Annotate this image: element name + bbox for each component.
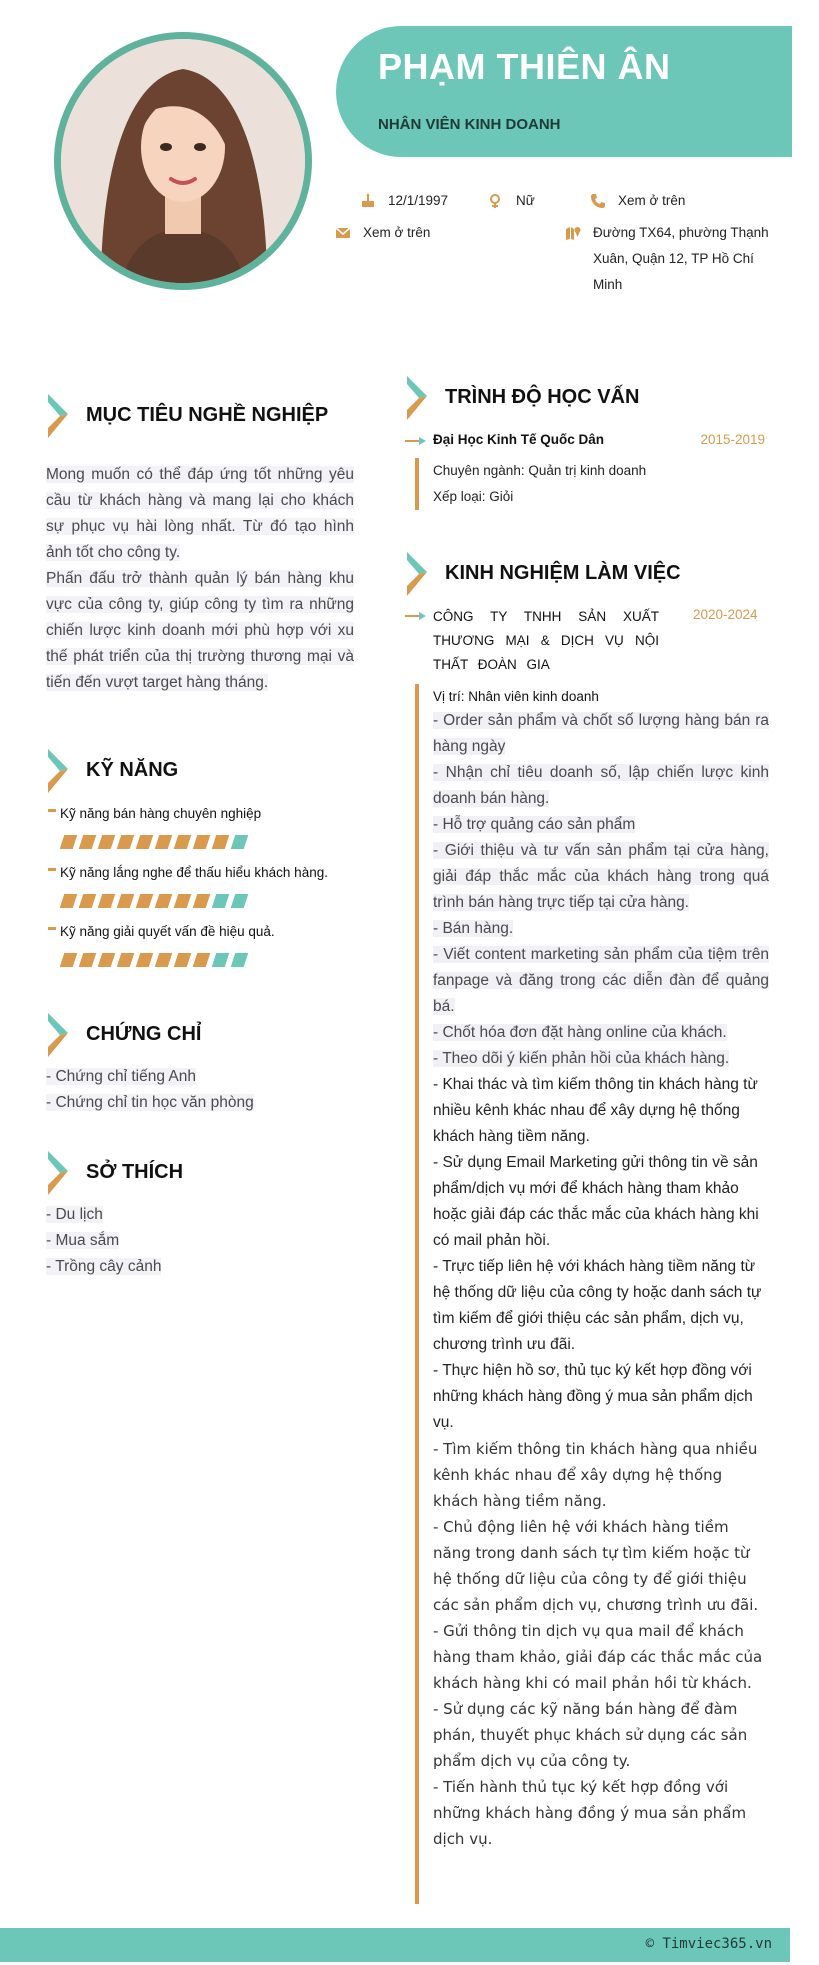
skill-name: Kỹ năng bán hàng chuyên nghiệp — [46, 806, 366, 821]
duty-item: - Sử dụng các kỹ năng bán hàng để đàm phán, thuyết phục khách sử dụng các sản phẩm dịch vụ của công ty. — [433, 1700, 748, 1770]
skill-item — [46, 865, 366, 908]
education-details — [433, 458, 753, 510]
skill-level-filled — [136, 953, 154, 967]
skill-level-empty — [212, 953, 230, 967]
objective-paragraph-2: Phấn đấu trở thành quản lý bán hàng khu vực của công ty, giúp công ty tìm ra những chiến lược kinh doanh mới phù hợp với xu thế phát triển của thị trường thương mại và tiến đến vượt target hàng tháng. — [46, 570, 354, 691]
duty-item: - Bán hàng. — [433, 920, 514, 937]
experience-position: Vị trí: Nhân viên kinh doanh — [433, 689, 599, 704]
company-name: CÔNG TY TNHH SẢN XUẤT THƯƠNG MẠI & DỊCH VỤ NỘI THẤT ĐOÀN GIA — [433, 609, 659, 672]
skill-name: Kỹ năng giải quyết vấn đề hiệu quả. — [46, 924, 366, 939]
skill-level-filled — [79, 953, 97, 967]
duty-item: - Gửi thông tin dịch vụ qua mail để khách hàng tham khảo, giải đáp các thắc mắc của khách hàng khi có mail phản hồi từ khách. — [433, 1622, 763, 1692]
list-item: - Mua sắm — [46, 1232, 120, 1249]
avatar — [54, 32, 312, 290]
duty-item: - Chốt hóa đơn đặt hàng online của khách. — [433, 1024, 727, 1041]
skill-level-empty — [231, 894, 249, 908]
chevron-icon — [46, 749, 74, 793]
map-pin-icon — [565, 225, 581, 241]
skill-level-bar — [62, 953, 366, 967]
chevron-icon — [46, 1151, 74, 1195]
chevron-icon — [405, 376, 433, 420]
skill-level-filled — [79, 835, 97, 849]
duty-item: - Viết content marketing sản phẩm của tiệm trên fanpage và đăng trong các diễn đàn để quảng bá. — [433, 946, 769, 1015]
hobbies-heading — [46, 1151, 366, 1199]
skill-level-filled — [60, 894, 78, 908]
duty-item: - Giới thiệu và tư vấn sản phẩm tại cửa hàng, giải đáp thắc mắc của khách hàng trong quá trình bán hàng trực tiếp tại cửa hàng. — [433, 842, 769, 911]
skill-level-empty — [231, 953, 249, 967]
avatar-photo — [61, 39, 305, 283]
duty-item: - Thực hiện hồ sơ, thủ tục ký kết hợp đồng với những khách hàng đồng ý mua sản phẩm dịch vụ. — [433, 1362, 753, 1431]
duty-item: - Khai thác và tìm kiếm thông tin khách hàng từ nhiều kênh khác nhau để xây dựng hệ thống khách hàng tiềm năng. — [433, 1076, 758, 1145]
arrow-icon — [405, 436, 427, 446]
skill-level-filled — [155, 894, 173, 908]
skill-level-empty — [231, 835, 249, 849]
list-item: - Du lịch — [46, 1206, 103, 1223]
skill-item — [46, 806, 366, 849]
education-timeline — [415, 458, 419, 510]
objective-paragraph-1: Mong muốn có thể đáp ứng tốt những yêu cầu từ khách hàng và mang lại cho khách sự phục vụ hài lòng nhất. Từ đó tạo hình ảnh tốt cho công ty. — [46, 466, 354, 561]
hobbies-title: SỞ THÍCH — [86, 1161, 184, 1183]
list-item: - Chứng chỉ tin học văn phòng — [46, 1094, 254, 1111]
address-info — [565, 220, 775, 298]
skill-level-bar — [62, 894, 366, 908]
address-value: Đường TX64, phường Thạnh Xuân, Quận 12, TP Hồ Chí Minh — [593, 225, 769, 292]
gender-icon — [488, 193, 504, 209]
chevron-icon — [46, 394, 74, 438]
education-grade: Xếp loại: Giỏi — [433, 489, 514, 504]
school-name: Đại Học Kinh Tế Quốc Dân — [433, 432, 605, 447]
skills-title: KỸ NĂNG — [86, 759, 179, 781]
phone-value: Xem ở trên — [618, 193, 686, 208]
skill-level-filled — [60, 953, 78, 967]
skill-level-filled — [136, 835, 154, 849]
gender-info — [488, 188, 588, 214]
skill-level-empty — [212, 894, 230, 908]
skill-level-filled — [193, 835, 211, 849]
skill-level-filled — [136, 894, 154, 908]
education-heading — [405, 376, 765, 424]
duty-item: - Tiến hành thủ tục ký kết hợp đồng với những khách hàng đồng ý mua sản phẩm dịch vụ. — [433, 1778, 747, 1848]
email-value: Xem ở trên — [363, 225, 431, 240]
certificates-heading — [46, 1013, 366, 1061]
skill-level-filled — [60, 835, 78, 849]
skill-level-filled — [212, 835, 230, 849]
duty-item: - Tìm kiếm thông tin khách hàng qua nhiều kênh khác nhau để xây dựng hệ thống khách hàng tiềm năng. — [433, 1440, 758, 1510]
skill-item — [46, 924, 366, 967]
arrow-icon — [405, 611, 427, 621]
footer-credit: © Timviec365.vn — [645, 1936, 772, 1952]
objective-text — [46, 462, 354, 696]
birthday-value: 12/1/1997 — [388, 193, 449, 208]
cake-icon — [360, 193, 376, 209]
skill-level-filled — [98, 835, 116, 849]
skills-heading — [46, 749, 366, 797]
skill-level-filled — [174, 953, 192, 967]
skill-level-filled — [98, 894, 116, 908]
mail-icon — [335, 225, 351, 241]
skill-level-filled — [155, 953, 173, 967]
objective-heading — [46, 394, 366, 442]
gender-value: Nữ — [516, 193, 535, 208]
chevron-icon — [46, 1013, 74, 1057]
certificates-title: CHỨNG CHỈ — [86, 1023, 202, 1045]
name-banner — [336, 26, 792, 157]
education-entry — [405, 432, 765, 452]
experience-timeline — [415, 684, 419, 1904]
skill-level-filled — [193, 953, 211, 967]
experience-details — [433, 686, 769, 1852]
certificates-list — [46, 1064, 356, 1116]
duty-item: - Sử dụng Email Marketing gửi thông tin về sản phẩm/dịch vụ mới để khách hàng tham khảo hoặc giải đáp các thắc mắc của khách hàng khi có mail phản hồi. — [433, 1154, 759, 1249]
skill-name: Kỹ năng lắng nghe để thấu hiểu khách hàng. — [46, 865, 366, 880]
candidate-job-title: NHÂN VIÊN KINH DOANH — [378, 116, 561, 133]
phone-icon — [590, 193, 606, 209]
skill-level-bar — [62, 835, 366, 849]
duty-item: - Nhận chỉ tiêu doanh số, lập chiến lược kinh doanh bán hàng. — [433, 764, 769, 807]
education-years: 2015-2019 — [700, 432, 765, 447]
phone-info — [590, 188, 770, 214]
duty-item: - Order sản phẩm và chốt số lượng hàng bán ra hàng ngày — [433, 712, 769, 755]
skill-level-filled — [174, 894, 192, 908]
experience-heading — [405, 552, 765, 600]
experience-title: KINH NGHIỆM LÀM VIỆC — [445, 562, 681, 584]
duty-item: - Chủ động liên hệ với khách hàng tiềm năng trong danh sách tự tìm kiếm hoặc từ hệ thống dữ liệu của công ty để giới thiệu các sản phẩm dịch vụ, chương trình ưu đãi. — [433, 1518, 759, 1614]
skill-level-filled — [174, 835, 192, 849]
duty-item: - Hỗ trợ quảng cáo sản phẩm — [433, 816, 636, 833]
duty-item: - Trực tiếp liên hệ với khách hàng tiềm năng từ hệ thống dữ liệu của công ty hoặc danh sách tự tìm kiếm để giới thiệu các sản phẩm, dịch vụ, chương trình ưu đãi. — [433, 1258, 762, 1353]
education-title: TRÌNH ĐỘ HỌC VẤN — [445, 386, 640, 408]
chevron-icon — [405, 552, 433, 596]
duty-item: - Theo dõi ý kiến phản hồi của khách hàng. — [433, 1050, 730, 1067]
skill-level-filled — [155, 835, 173, 849]
list-item: - Trồng cây cảnh — [46, 1258, 162, 1275]
skill-level-filled — [98, 953, 116, 967]
skill-level-filled — [117, 953, 135, 967]
experience-years: 2020-2024 — [693, 607, 758, 622]
skill-level-filled — [117, 835, 135, 849]
objective-title: MỤC TIÊU NGHỀ NGHIỆP — [86, 404, 329, 426]
candidate-name: PHẠM THIÊN ÂN — [378, 46, 671, 87]
skill-level-filled — [117, 894, 135, 908]
education-major: Chuyên ngành: Quản trị kinh doanh — [433, 463, 647, 478]
hobbies-list — [46, 1202, 356, 1280]
skill-level-filled — [79, 894, 97, 908]
skill-level-filled — [193, 894, 211, 908]
footer-bar — [0, 1928, 790, 1962]
email-info — [335, 220, 495, 246]
portrait-illustration — [61, 39, 305, 283]
list-item: - Chứng chỉ tiếng Anh — [46, 1068, 196, 1085]
